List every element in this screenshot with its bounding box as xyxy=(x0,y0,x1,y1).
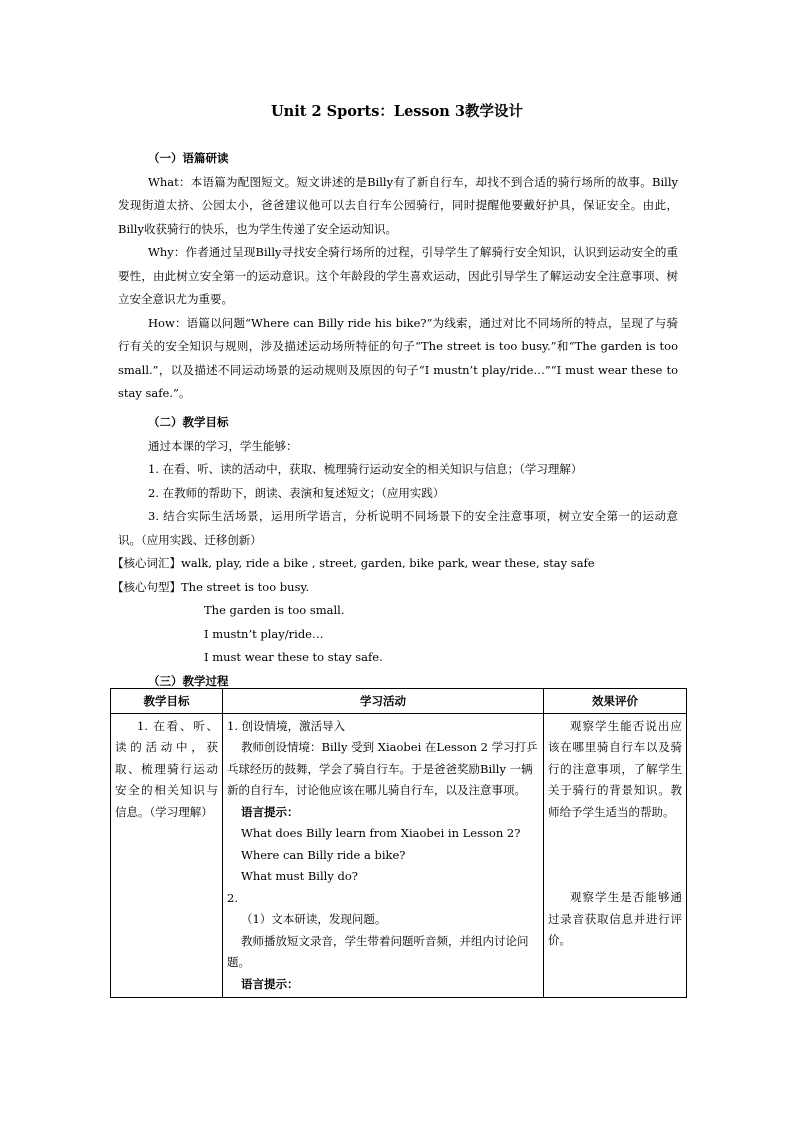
step-text: 教师创设情境：Billy 受到 Xiaobei 在Lesson 2 学习打乒乓球经历的鼓舞，学会了骑自行车。于是爸爸奖励Billy 一辆新的自行车，讨论他应该在哪儿骑自行车，以及注意事项。 xyxy=(227,740,538,797)
header-goal: 教学目标 xyxy=(111,689,223,714)
table-row xyxy=(111,713,687,998)
teaching-process-table xyxy=(110,688,687,998)
goal-cell: 1. 在看、听、读的活动中，获取、梳理骑行运动安全的相关知识与信息。（学习理解） xyxy=(111,713,223,998)
vocab-list: walk, play, ride a bike , street, garden, bike park, wear these, stay safe xyxy=(181,556,595,570)
paragraph-how: How：语篇以问题“Where can Billy ride his bike?”为线索，通过对比不同场所的特点，呈现了与骑行有关的安全知识与规则，涉及描述运动场所特征的句子“The street is too busy.”和“The garden is too small.”，以及描述不同运动场景的运动规则及原因的句子“I mustn’t play/ride…”“I must wear these to stay safe.”。 xyxy=(118,315,678,400)
evaluation-cell xyxy=(544,713,687,998)
section-heading: （二）教学目标 xyxy=(148,415,229,429)
sentence-item: The garden is too small. xyxy=(204,603,345,617)
paragraph-why: Why：作者通过呈现Billy寻找安全骑行场所的过程，引导学生了解骑行安全知识，认识到运动安全的重要性，由此树立安全第一的运动意识。这个年龄段的学生喜欢运动，因此引导学生了解运动安全注意事项、树立安全意识尤为重要。 xyxy=(118,245,678,306)
goals-intro: 通过本课的学习，学生能够： xyxy=(148,438,298,453)
question-item: Where can Billy ride a bike? xyxy=(241,847,406,862)
goal-item: 2. 在教师的帮助下，朗读、表演和复述短文；（应用实践） xyxy=(148,485,445,500)
language-tip-label: 语言提示： xyxy=(241,804,299,819)
evaluation-text: 观察学生能否说出应该在哪里骑自行车以及骑行的注意事项，了解学生关于骑行的背景知识。教师给予学生适当的帮助。 xyxy=(548,718,682,819)
vocab-label: 【核心词汇】 xyxy=(112,556,181,570)
header-evaluation: 效果评价 xyxy=(544,689,687,714)
step-title: 1. 创设情境，激活导入 xyxy=(227,718,346,733)
step-text: 教师播放短文录音，学生带着问题听音频，并组内讨论问题。 xyxy=(227,933,529,969)
paragraph-what: What：本语篇为配图短文。短文讲述的是Billy有了新自行车，却找不到合适的骑行场所的故事。Billy发现街道太挤、公园太小，爸爸建议他可以去自行车公园骑行，同时提醒他要戴好护具，保证安全。由此，Billy收获骑行的快乐，也为学生传递了安全运动知识。 xyxy=(118,174,678,236)
sentence-item: The street is too busy. xyxy=(181,579,310,594)
core-vocabulary xyxy=(112,552,678,576)
spacer xyxy=(548,823,682,887)
header-activity: 学习活动 xyxy=(223,689,544,714)
sentence-item: I must wear these to stay safe. xyxy=(204,650,383,664)
step-title: 2. xyxy=(227,890,238,905)
document-title: Unit 2 Sports：Lesson 3教学设计 xyxy=(271,103,523,120)
section-teaching-goals xyxy=(112,411,678,693)
section-heading: （一）语篇研读 xyxy=(148,151,229,165)
section-heading: （三）教学过程 xyxy=(148,673,229,688)
table-header-row xyxy=(111,689,687,714)
activity-cell xyxy=(223,713,544,998)
evaluation-text: 观察学生是否能够通过录音获取信息并进行评价。 xyxy=(548,890,682,947)
sentences-label: 【核心句型】 xyxy=(112,579,181,594)
goal-item: 1. 在看、听、读的活动中，获取、梳理骑行运动安全的相关知识与信息；（学习理解） xyxy=(148,462,583,476)
section-text-analysis xyxy=(118,147,678,406)
goal-item: 3. 结合实际生活场景，运用所学语言，分析说明不同场景下的安全注意事项，树立安全第一的运动意识。（应用实践、迁移创新） xyxy=(118,509,678,547)
question-item: What must Billy do? xyxy=(241,869,358,883)
step-subtitle: （1）文本研读，发现问题。 xyxy=(241,912,387,926)
sentence-item: I mustn’t play/ride… xyxy=(204,626,324,641)
core-sentences xyxy=(112,576,678,600)
language-tip-label: 语言提示： xyxy=(241,976,299,991)
question-item: What does Billy learn from Xiaobei in Lesson 2? xyxy=(241,826,521,840)
